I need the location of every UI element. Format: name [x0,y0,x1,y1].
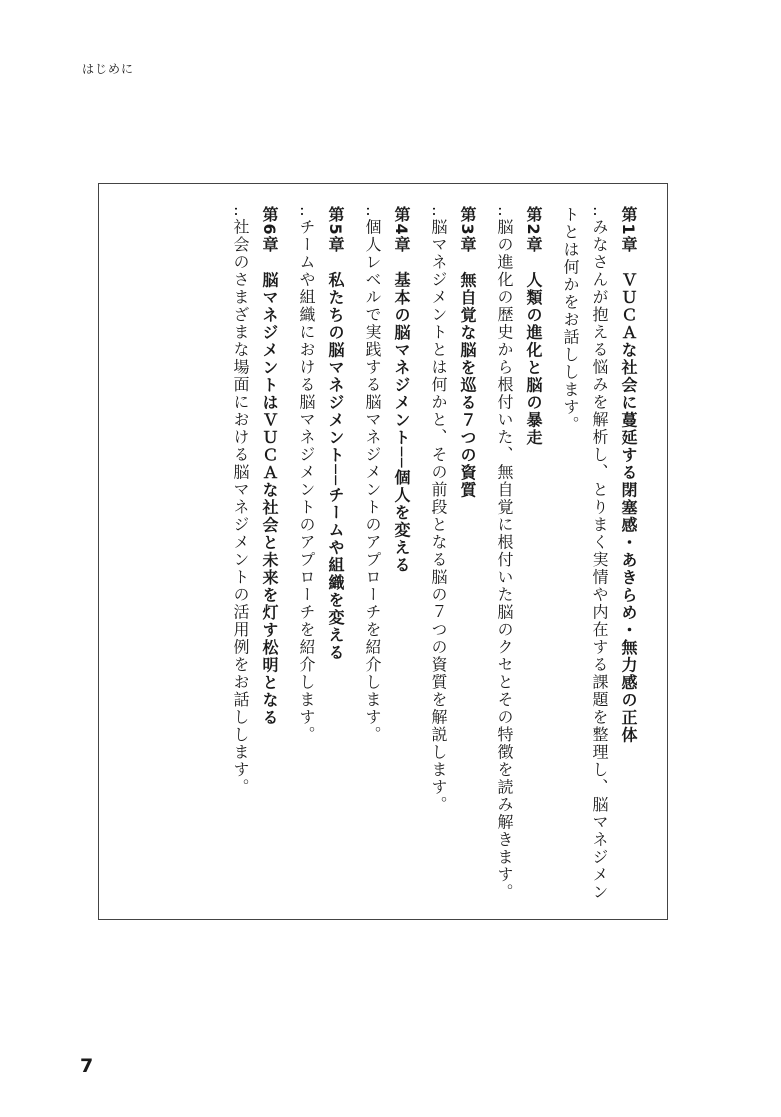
chapter-title: 基本の脳マネジメント──個人を変える [392,271,411,574]
chapter-number: 第4章 [392,206,411,254]
chapter-number: 第3章 [458,206,477,254]
chapter-title: ＶＵＣＡな社会に蔓延する閉塞感・あきらめ・無力感の正体 [619,271,638,745]
chapter-description: ‥チームや組織における脳マネジメントのアプローチを紹介します。 [297,206,316,744]
chapter-summary-list [218,206,643,906]
chapter-heading [614,206,643,906]
chapter-description: ‥社会のさまざまな場面における脳マネジメントの活用例をお話しします。 [231,206,250,796]
chapter-summary-box [98,183,668,920]
chapter-title: 人類の進化と脳の暴走 [524,271,543,447]
chapter-heading [255,206,284,906]
chapter-number: 第5章 [326,206,345,254]
chapter-entry-2 [490,206,548,906]
chapter-title: 私たちの脳マネジメント──チームや組織を変える [326,271,345,662]
chapter-title: 脳マネジメントはＶＵＣＡな社会と未来を灯す松明となる [260,271,279,727]
chapter-entry-3 [424,206,482,906]
chapter-description: ‥個人レベルで実践する脳マネジメントのアプローチを紹介します。 [363,206,382,744]
chapter-entry-1 [556,206,643,906]
chapter-number: 第1章 [619,206,638,254]
chapter-number: 第6章 [260,206,279,254]
page-number: 7 [80,1055,94,1077]
chapter-description: ‥みなさんが抱える悩みを解析し、とりまく実情や内在する課題を整理し、脳マネジメントとは何かをお話しします。 [561,206,609,901]
chapter-description: ‥脳の進化の歴史から根付いた、無自覚に根付いた脳のクセとその特徴を読み解きます。 [495,206,514,901]
chapter-title: 無自覚な脳を巡る７つの資質 [458,271,477,500]
chapter-number: 第2章 [524,206,543,254]
chapter-heading [453,206,482,906]
chapter-description: ‥脳マネジメントとは何かと、その前段となる脳の７つの資質を解説します。 [429,206,448,814]
chapter-heading [519,206,548,906]
chapter-heading [321,206,350,906]
chapter-entry-5 [292,206,350,906]
chapter-entry-6 [226,206,284,906]
running-title: はじめに [82,62,135,76]
chapter-entry-4 [358,206,416,906]
chapter-heading [387,206,416,906]
